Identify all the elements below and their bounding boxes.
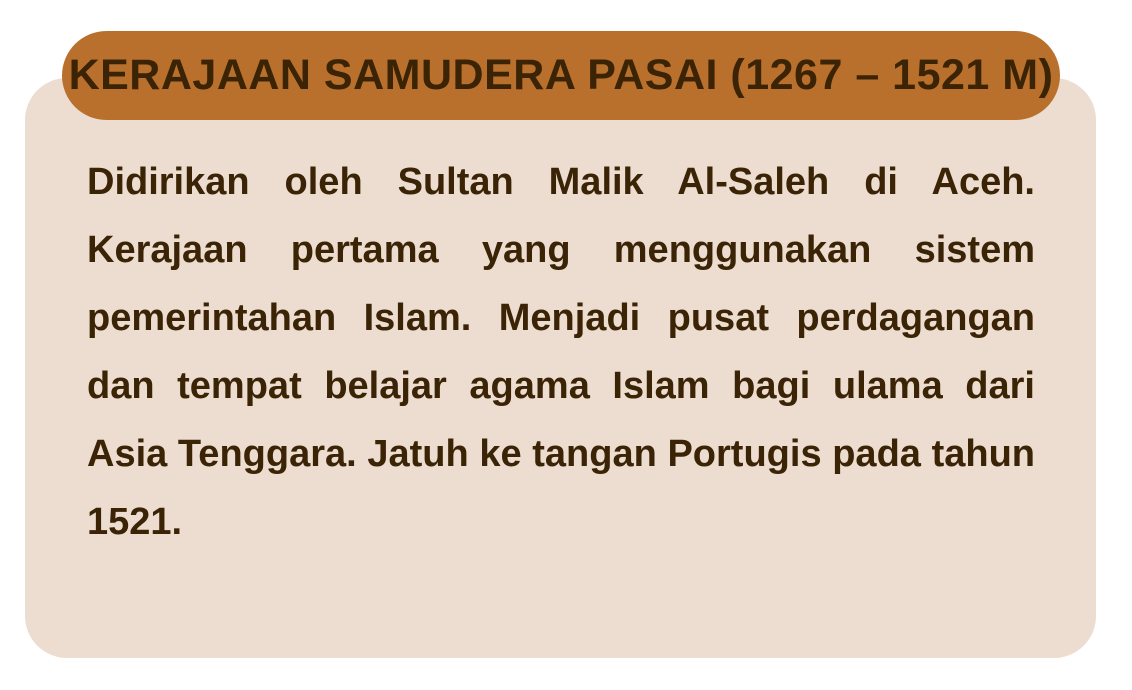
card-description: Didirikan oleh Sultan Malik Al-Saleh di Aceh. Kerajaan pertama yang menggunakan sistem pemerintahan Islam. Menjadi pusat perdagangan dan tempat belajar agama Islam bagi ulama dari Asia Tenggara. Jatuh ke tangan Portugis pada tahun 1521.	[87, 161, 1035, 543]
title-banner	[62, 31, 1060, 120]
card-title: KERAJAAN SAMUDERA PASAI (1267 – 1521 M)	[68, 51, 1054, 99]
